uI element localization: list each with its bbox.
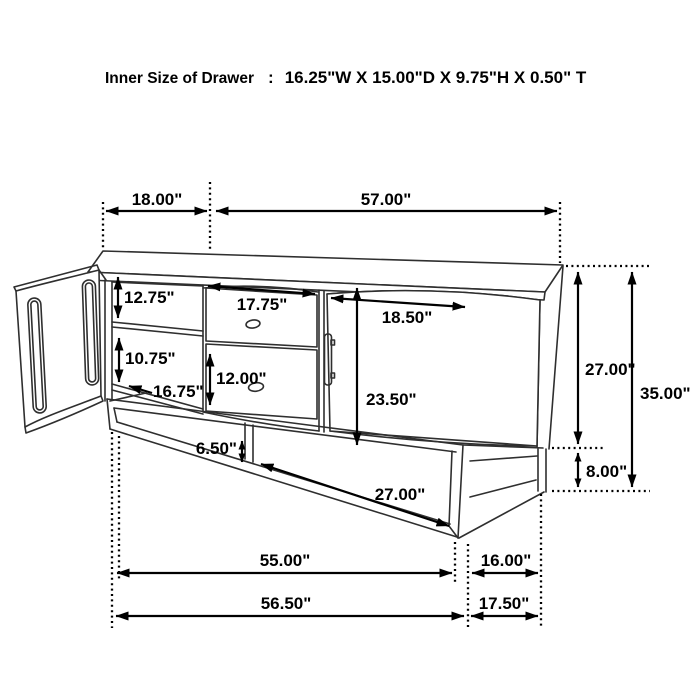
dim-label-top-door-width: 18.00": [131, 190, 183, 209]
shelf-upper: [112, 322, 203, 336]
base-middle-post: [245, 423, 253, 462]
dimension-base-opening-width: [261, 464, 449, 526]
dim-label-base-front-width: 55.00": [259, 551, 311, 570]
base-left-post: [107, 399, 110, 429]
dimension-lower-shelf-space: [119, 338, 176, 382]
dim-label-body-height: 27.00": [585, 360, 636, 379]
dim-label-base-side-depth: 16.00": [480, 551, 532, 570]
dim-label-base-rail-opening: 6.50": [195, 439, 237, 458]
dimension-overall-width: [116, 594, 464, 616]
cabinet-drawing: [14, 251, 563, 538]
left-door-open: [14, 265, 106, 433]
dimension-top-cabinet-width: [216, 190, 557, 211]
dim-label-lower-drawer-height: 12.00": [216, 369, 267, 388]
dim-label-overall-height: 35.00": [640, 384, 691, 403]
dim-label-shelf-depth: 16.75": [153, 382, 204, 401]
dim-label-overall-width: 56.50": [260, 594, 312, 613]
center-divider: [319, 290, 324, 432]
base-front-right-leg: [449, 445, 463, 538]
dim-label-leg-height: 8.00": [586, 462, 628, 481]
dim-label-upper-shelf-space: 12.75": [124, 288, 175, 307]
page-title: [105, 68, 587, 87]
dimension-base-side-depth: [472, 551, 538, 573]
dim-label-lower-shelf-space: 10.75": [125, 349, 176, 368]
title-colon: :: [268, 68, 274, 87]
dimension-body-height: [578, 272, 636, 444]
dim-label-base-opening-width: 27.00": [374, 485, 426, 504]
title-label: Inner Size of Drawer: [105, 70, 255, 87]
dimension-base-front-width: [117, 551, 452, 573]
dimension-leg-height: [578, 453, 627, 487]
dimension-top-door-width: [106, 190, 207, 211]
dim-label-right-door-height: 23.50": [366, 390, 417, 409]
dim-label-right-door-width: 18.50": [381, 308, 433, 327]
dim-label-top-cabinet-width: 57.00": [360, 190, 412, 209]
base-side-frame: [459, 445, 546, 538]
dim-label-overall-depth: 17.50": [478, 594, 530, 613]
dimension-overall-depth: [471, 594, 538, 616]
dimension-overall-height: [632, 272, 691, 487]
title-value: 16.25"W X 15.00"D X 9.75"H X 0.50" T: [284, 68, 587, 87]
dim-label-drawer-width: 17.75": [236, 295, 288, 314]
